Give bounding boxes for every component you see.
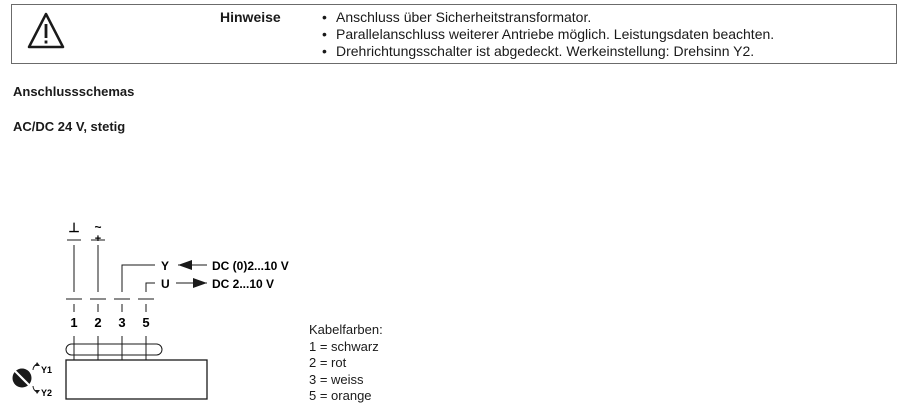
cable-colors-title: Kabelfarben: [309,322,383,337]
signal-y-label: Y [161,259,170,273]
signal-u-label: U [161,277,170,291]
wiring-title: Anschlussschemas [13,84,135,99]
notice-item: • Drehrichtungsschalter ist abgedeckt. Werkeinstellung: Drehsinn Y2. [322,43,774,60]
cable-color-item: 3 = weiss [309,371,364,387]
cable-bundle [66,344,162,355]
plus-symbol: + [94,233,102,245]
warning-icon [26,11,66,51]
actuator-box [66,360,207,399]
signal-y-arrowhead [178,260,192,270]
cable-colors-legend [309,322,383,405]
terminal-number: 3 [118,315,126,330]
notice-item: • Anschluss über Sicherheitstransformator. [322,9,774,26]
terminal-number: 5 [142,315,150,330]
direction-label-y2: Y2 [41,388,53,398]
notice-box [11,4,897,64]
wiring-diagram [0,210,320,410]
ground-symbol: ⊥ [68,220,80,235]
notice-list [322,9,774,60]
ac-symbol: ~ [94,220,102,234]
cable-color-item: 5 = orange [309,388,372,403]
variant-title: AC/DC 24 V, stetig [13,119,126,134]
cable-color-item: 2 = rot [309,355,347,370]
wire-5 [146,283,155,292]
signal-u-arrowhead [193,278,207,288]
terminal-number: 2 [94,315,102,330]
signal-u-text: DC 2...10 V [212,277,275,291]
direction-label-y1: Y1 [41,365,53,375]
notice-item: • Parallelanschluss weiterer Antriebe möglich. Leistungsdaten beachten. [322,26,774,43]
direction-switch-icon [13,362,41,394]
terminal-number: 1 [70,315,78,330]
cable-color-item: 1 = schwarz [309,338,379,354]
signal-y-text: DC (0)2...10 V [212,259,289,273]
wire-3 [122,265,155,292]
notice-label: Hinweise [220,9,281,25]
